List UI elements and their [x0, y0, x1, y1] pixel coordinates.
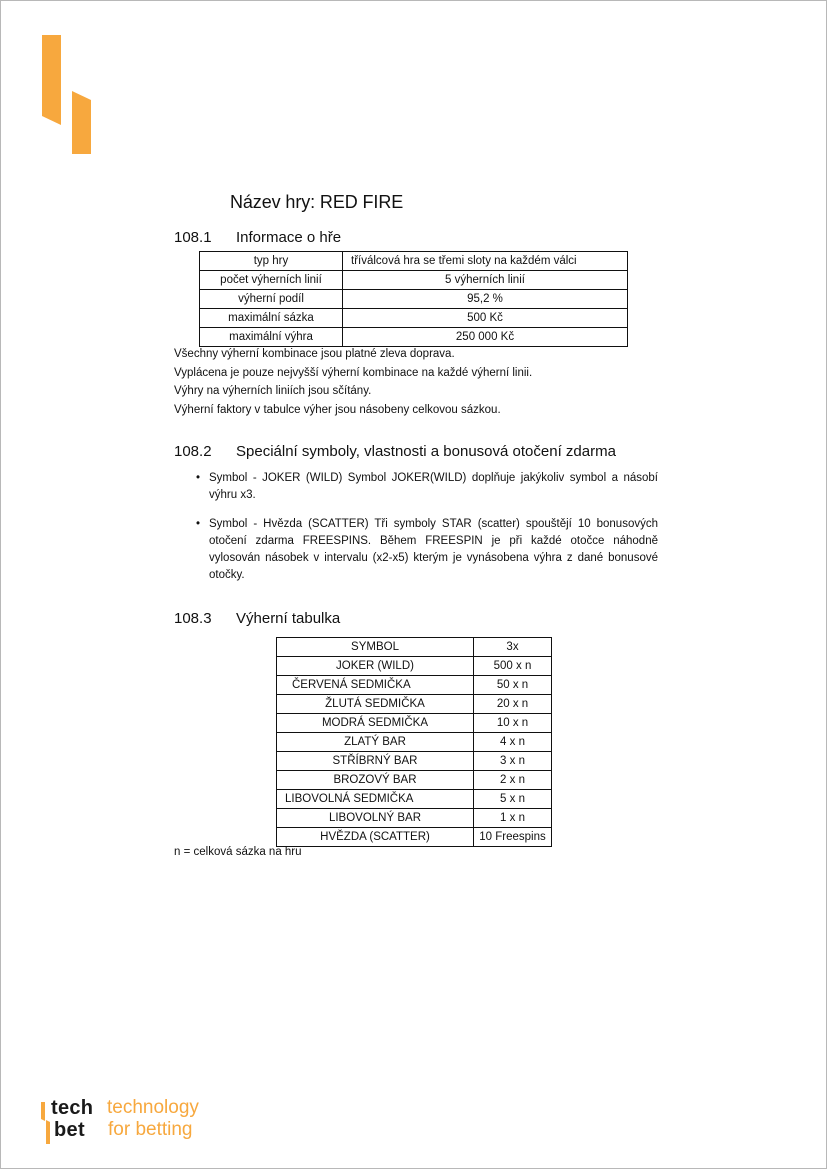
- info-label: maximální výhra: [200, 328, 343, 347]
- tagline-line-2: for betting: [108, 1119, 193, 1140]
- paytable: [276, 637, 552, 847]
- table-row: [277, 790, 552, 809]
- techbet-logo-icon: [41, 1097, 241, 1147]
- payout-cell: 10 x n: [474, 714, 552, 733]
- section-heading-paytable: [174, 610, 340, 627]
- techbet-logo-mark-icon: [41, 35, 93, 157]
- symbol-cell: JOKER (WILD): [277, 657, 474, 676]
- symbol-cell: STŘÍBRNÝ BAR: [277, 752, 474, 771]
- info-value: 500 Kč: [343, 309, 628, 328]
- paytable-note: n = celková sázka na hru: [174, 846, 302, 858]
- info-label: maximální sázka: [200, 309, 343, 328]
- info-value: 95,2 %: [343, 290, 628, 309]
- section-number: 108.1: [174, 229, 212, 246]
- game-info-table: [199, 251, 628, 347]
- section-title: Výherní tabulka: [236, 610, 341, 627]
- rules-paragraph: Výherní faktory v tabulce výher jsou násobeny celkovou sázkou.: [174, 404, 501, 416]
- table-row: [200, 328, 628, 347]
- bullet-icon: •: [196, 518, 201, 530]
- table-row: [277, 733, 552, 752]
- table-row: [277, 771, 552, 790]
- section-heading-info: [174, 229, 341, 246]
- table-row: [277, 828, 552, 847]
- table-row: [277, 676, 552, 695]
- brand-name: [51, 1097, 93, 1141]
- table-header-row: [277, 638, 552, 657]
- list-item: [191, 516, 658, 584]
- column-header-payout: 3x: [474, 638, 552, 657]
- list-item-text: Symbol - Hvězda (SCATTER) Tři symboly STAR (scatter) spouštějí 10 bonusových otočení zdarma FREESPINS. Během FREESPIN je při každé otočce náhodně vylosován násobek v intervalu (x2-x5) kterým je vynásobena výhra z dané bonusové otočky.: [209, 518, 658, 581]
- bullet-icon: •: [196, 472, 201, 484]
- section-title: Speciální symboly, vlastnosti a bonusová otočení zdarma: [236, 443, 616, 460]
- section-title: Informace o hře: [236, 229, 342, 246]
- symbol-cell: LIBOVOLNÝ BAR: [277, 809, 474, 828]
- payout-cell: 1 x n: [474, 809, 552, 828]
- brand-tagline: [107, 1097, 199, 1141]
- tagline-line-1: technology: [107, 1097, 199, 1118]
- section-heading-special-symbols: [174, 443, 616, 460]
- payout-cell: 500 x n: [474, 657, 552, 676]
- payout-cell: 50 x n: [474, 676, 552, 695]
- symbol-cell: BROZOVÝ BAR: [277, 771, 474, 790]
- payout-cell: 2 x n: [474, 771, 552, 790]
- special-symbols-list: [191, 470, 658, 596]
- table-row: [277, 752, 552, 771]
- payout-cell: 5 x n: [474, 790, 552, 809]
- section-number: 108.2: [174, 443, 212, 460]
- table-row: [200, 252, 628, 271]
- symbol-cell: LIBOVOLNÁ SEDMIČKA: [277, 790, 474, 809]
- section-number: 108.3: [174, 610, 212, 627]
- symbol-cell: MODRÁ SEDMIČKA: [277, 714, 474, 733]
- symbol-cell: HVĚZDA (SCATTER): [277, 828, 474, 847]
- brand-line-2: bet: [54, 1119, 85, 1141]
- rules-paragraph: Vyplácena je pouze nejvyšší výherní kombinace na každé výherní linii.: [174, 367, 533, 379]
- payout-cell: 4 x n: [474, 733, 552, 752]
- payout-cell: 20 x n: [474, 695, 552, 714]
- logo-bars-icon: [41, 1102, 51, 1144]
- column-header-symbol: SYMBOL: [277, 638, 474, 657]
- symbol-cell: ŽLUTÁ SEDMIČKA: [277, 695, 474, 714]
- info-value: 250 000 Kč: [343, 328, 628, 347]
- symbol-cell: ZLATÝ BAR: [277, 733, 474, 752]
- table-row: [277, 809, 552, 828]
- list-item-text: Symbol - JOKER (WILD) Symbol JOKER(WILD) doplňuje jakýkoliv symbol a násobí výhru x3.: [209, 472, 658, 501]
- game-title: Název hry: RED FIRE: [230, 192, 404, 212]
- payout-cell: 3 x n: [474, 752, 552, 771]
- info-value: 5 výherních linií: [343, 271, 628, 290]
- payout-cell: 10 Freespins: [474, 828, 552, 847]
- rules-paragraph: Výhry na výherních liniích jsou sčítány.: [174, 385, 372, 397]
- info-label: výherní podíl: [200, 290, 343, 309]
- brand-line-1: tech: [51, 1097, 94, 1119]
- table-row: [200, 290, 628, 309]
- table-row: [277, 714, 552, 733]
- rules-paragraph: Všechny výherní kombinace jsou platné zleva doprava.: [174, 348, 455, 360]
- list-item: [191, 470, 658, 504]
- info-value: tříválcová hra se třemi sloty na každém válci: [343, 252, 628, 271]
- symbol-cell: ČERVENÁ SEDMIČKA: [277, 676, 474, 695]
- table-row: [200, 271, 628, 290]
- table-row: [277, 695, 552, 714]
- table-row: [200, 309, 628, 328]
- info-label: typ hry: [200, 252, 343, 271]
- table-row: [277, 657, 552, 676]
- info-label: počet výherních linií: [200, 271, 343, 290]
